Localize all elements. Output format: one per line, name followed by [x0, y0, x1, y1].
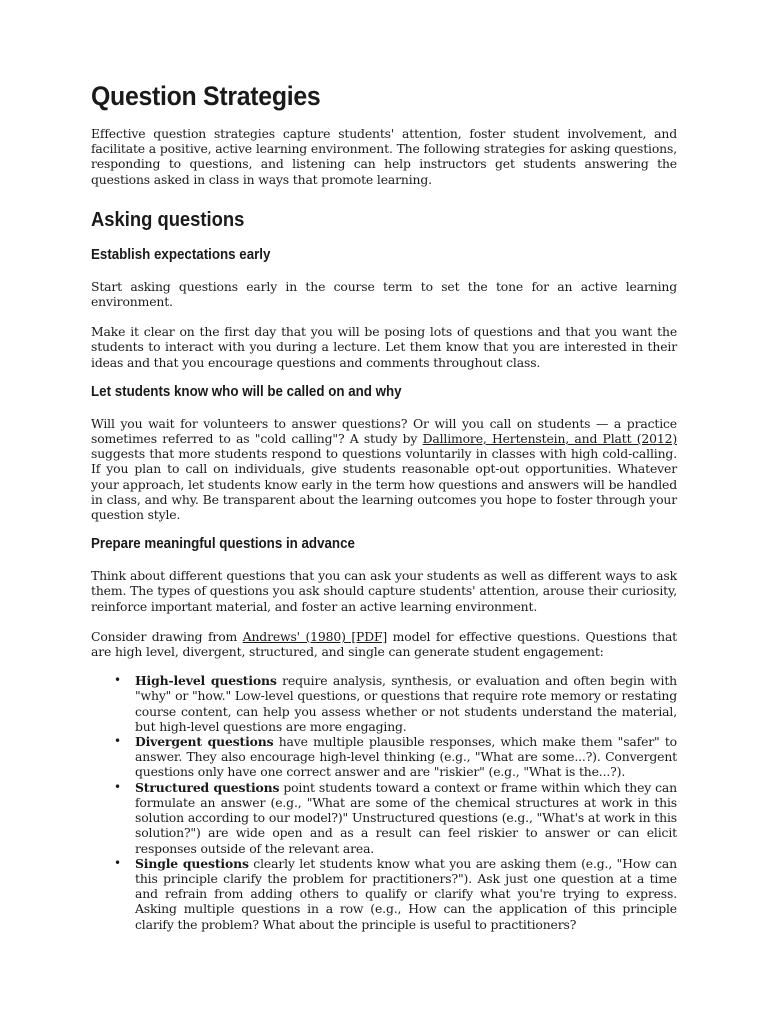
- list-item-text: require analysis, synthesis, or evaluation and often begin with "why" or "how." Low-level questions, or questions that require rote memory or restating course content, can help you assess whether or not students understand the material, but high-level questions are more engaging.: [135, 673, 677, 734]
- list-item: [135, 734, 677, 780]
- paragraph-called-on: [91, 416, 677, 522]
- paragraph-called-on-text-2: suggests that more students respond to questions voluntarily in classes with high cold-calling. If you plan to call on individuals, give students reasonable opt-out opportunities. Whatever your approach, let students know early in the term how questions and answers will be handled in class, and why. Be transparent about the learning outcomes you hope to foster through your question style.: [91, 446, 677, 523]
- subheading-called-on: Let students know who will be called on and why: [91, 383, 402, 400]
- andrews-pdf-link[interactable]: Andrews' (1980) [PDF]: [242, 628, 388, 644]
- list-item: [135, 673, 677, 734]
- intro-paragraph: Effective question strategies capture students' attention, foster student involvement, and facilitate a positive, active learning environment. The following strategies for asking questions, responding to questions, and listening can help instructors get students answering the questions asked in class in ways that promote learning.: [91, 126, 677, 187]
- document-content: [91, 78, 677, 932]
- list-item-text: point students toward a context or frame within which they can formulate an answer (e.g., "What are some of the chemical structures at work in this solution according to our model?)" Unstructured questions (e.g., "What's at work in this solution?") are wide open and as a result can feel riskier to answer or can elicit responses outside of the relevant area.: [135, 779, 677, 856]
- list-item: [135, 856, 677, 932]
- paragraph-prepare-1: Think about different questions that you can ask your students as well as different ways to ask them. The types of questions you ask should capture students' attention, arouse their curiosity, reinforce important material, and foster an active learning environment.: [91, 568, 677, 614]
- paragraph-prepare-2-text-1: Consider drawing from: [91, 628, 243, 644]
- list-item-term: High-level questions: [135, 673, 277, 689]
- page-title: Question Strategies: [91, 81, 321, 111]
- section-heading-asking: Asking questions: [91, 208, 245, 231]
- paragraph-called-on-text-1: Will you wait for volunteers to answer questions? Or will you call on students — a practice sometimes referred to as "cold calling"? A study by: [91, 415, 677, 447]
- list-item-term: Divergent questions: [135, 734, 274, 750]
- list-item-text: clearly let students know what you are asking them (e.g., "How can this principle clarify the problem for practitioners?"). Ask just one question at a time and refrain from adding others to qualify or clarify what you're trying to express. Asking multiple questions in a row (e.g., How can the application of this principle clarify the problem? What about the principle is useful to practitioners?: [135, 855, 677, 932]
- list-item-term: Single questions: [135, 855, 249, 871]
- paragraph-expectations-2: Make it clear on the first day that you will be posing lots of questions and that you want the students to interact with you during a lecture. Let them know that you are interested in their ideas and that you encourage questions and comments throughout class.: [91, 324, 677, 370]
- question-types-list: [91, 673, 677, 931]
- list-item: [135, 780, 677, 856]
- list-item-term: Structured questions: [135, 779, 280, 795]
- subheading-prepare-questions: Prepare meaningful questions in advance: [91, 536, 355, 553]
- paragraph-prepare-2: [91, 629, 677, 659]
- paragraph-expectations-1: Start asking questions early in the course term to set the tone for an active learning environment.: [91, 278, 677, 310]
- dallimore-link[interactable]: Dallimore, Hertenstein, and Platt (2012): [422, 431, 678, 447]
- subheading-expectations: Establish expectations early: [91, 246, 271, 263]
- paragraph-prepare-2-text-2: model for effective questions. Questions that are high level, divergent, structured, and single can generate student engagement:: [91, 628, 678, 660]
- list-item-text: have multiple plausible responses, which make them "safer" to answer. They also encourage high-level thinking (e.g., "What are some...?). Convergent questions only have one correct answer and are "riskier" (e.g., "What is the...?).: [135, 734, 677, 780]
